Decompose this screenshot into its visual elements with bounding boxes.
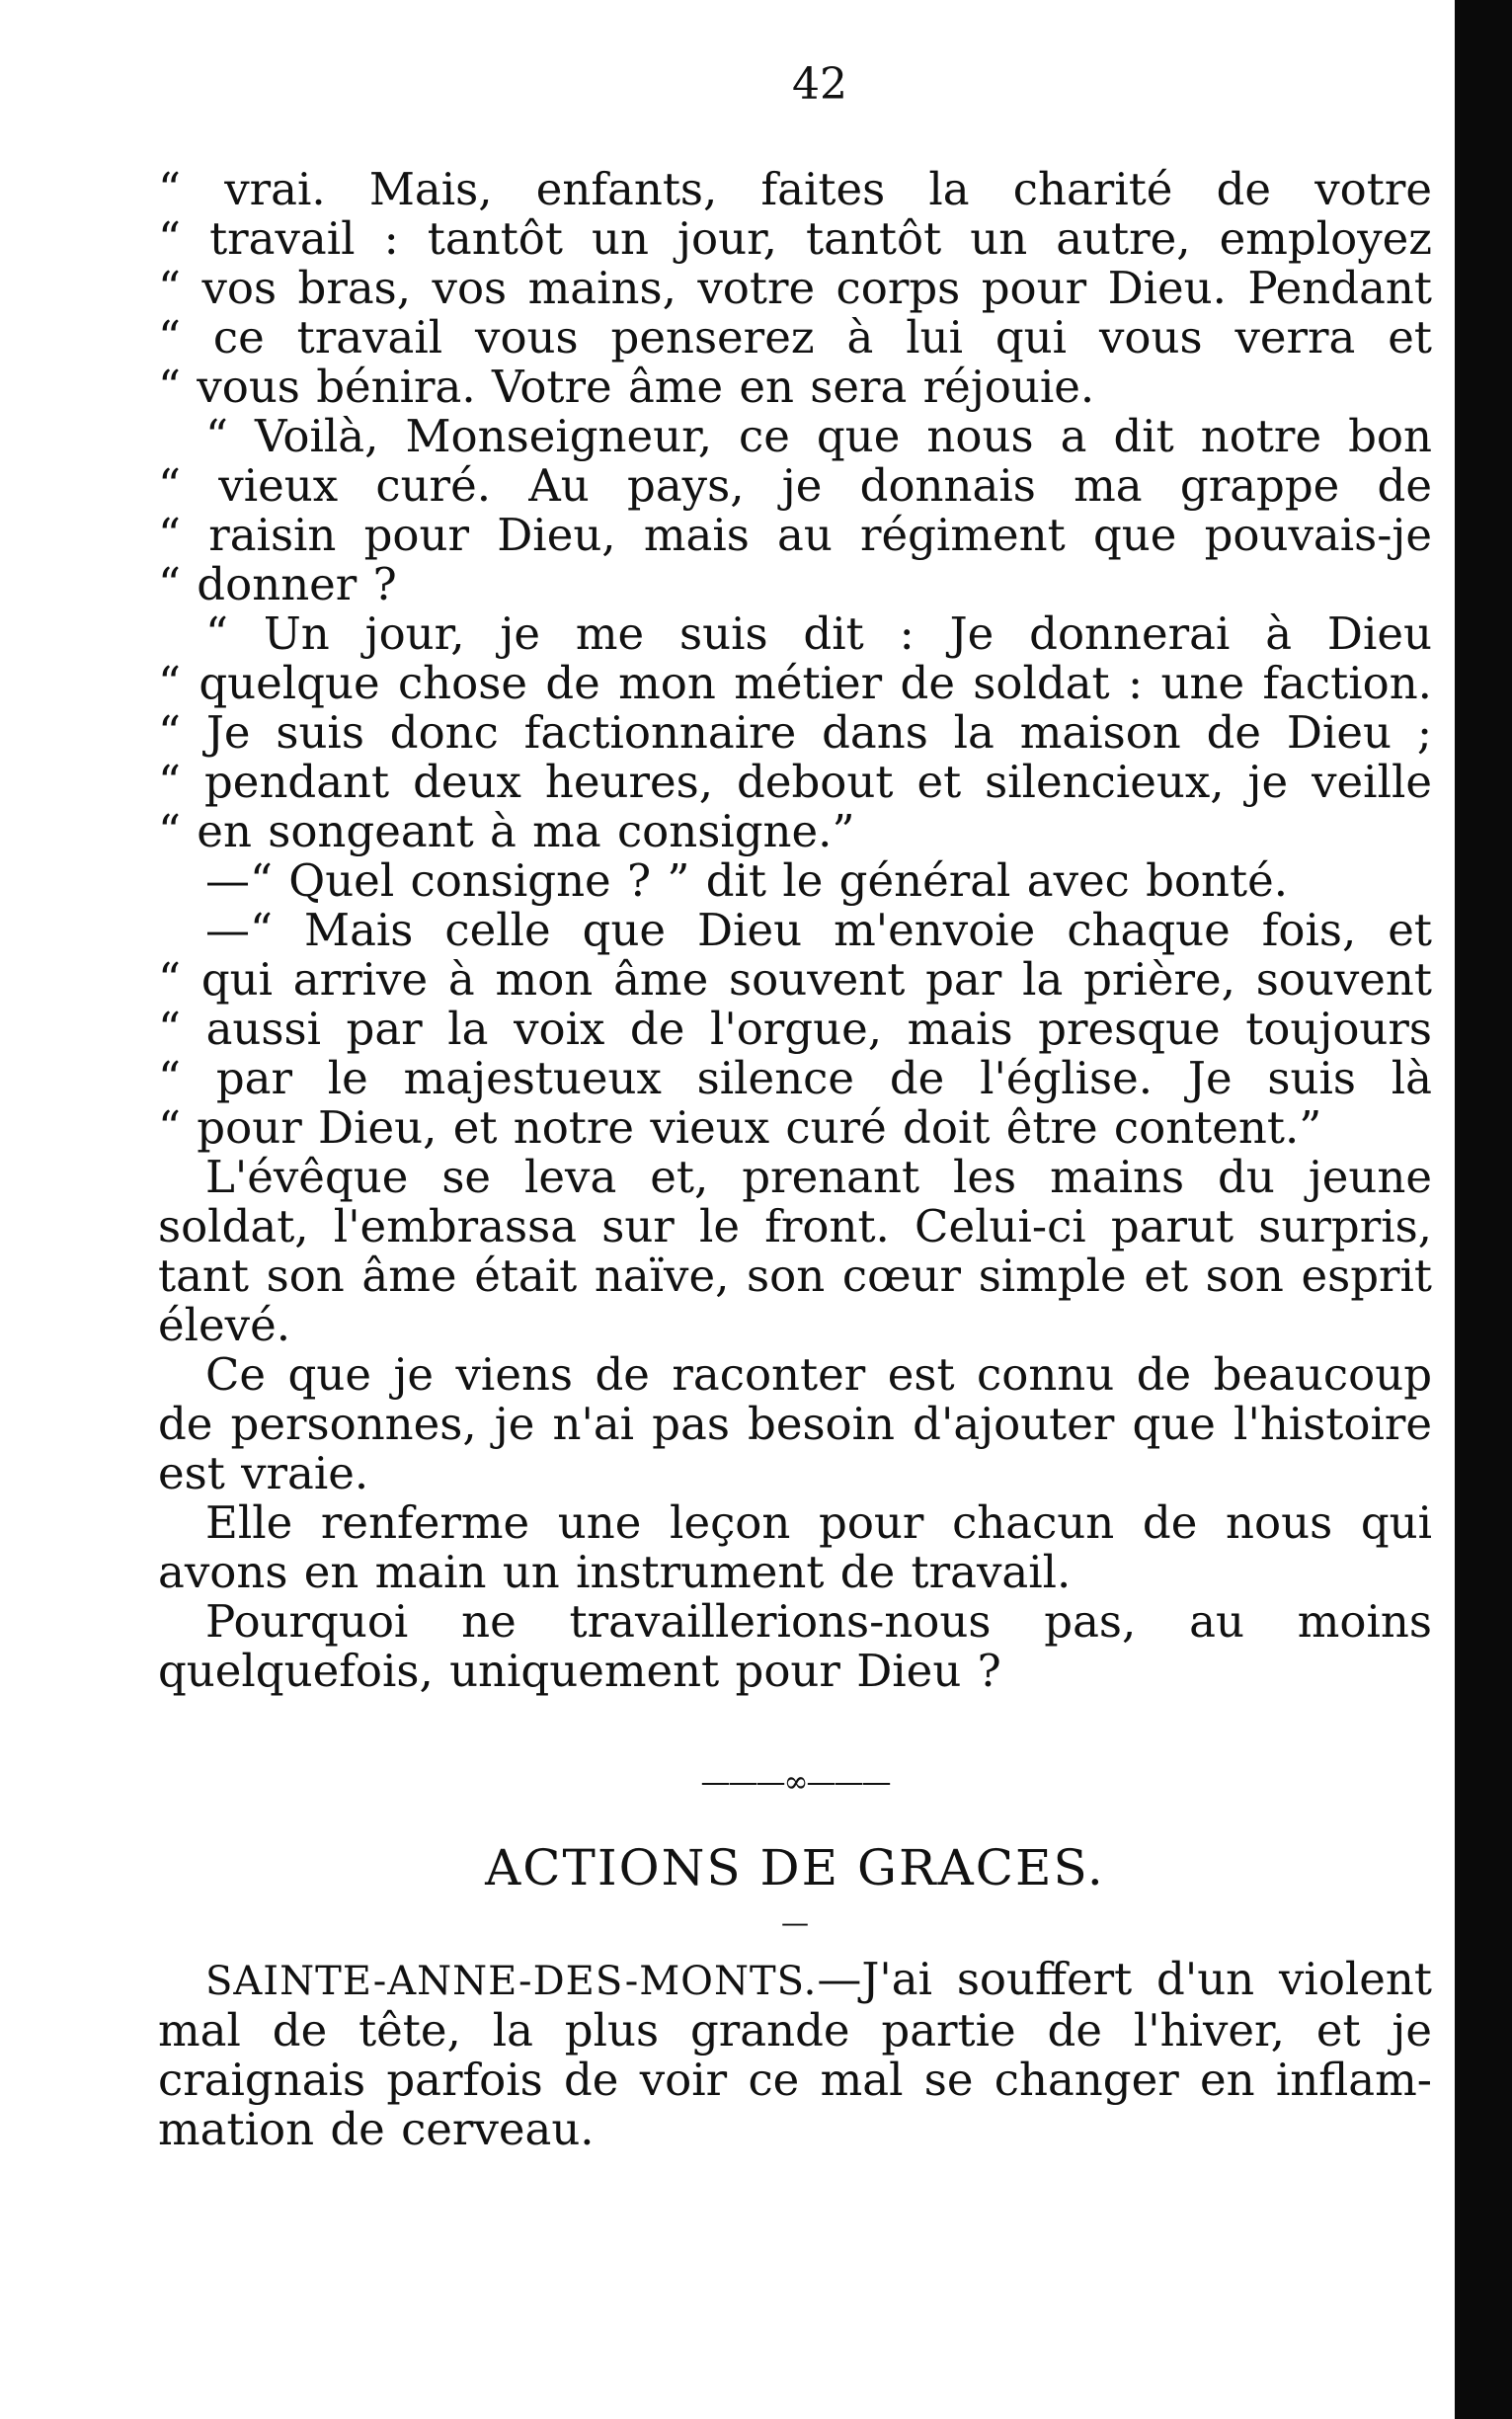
paragraph — [158, 412, 1432, 609]
text-line: “ vos bras, vos mains, votre corps pour Dieu. Pendant — [158, 262, 1432, 314]
section-paragraph — [158, 1955, 1432, 2154]
text-line: est vraie. — [158, 1447, 369, 1499]
text-line: soldat, l'embrassa sur le front. Celui-ci parut surpris, — [158, 1200, 1432, 1252]
text-line: Ce que je viens de raconter est connu de beaucoup — [205, 1348, 1432, 1401]
text-line: “ qui arrive à mon âme souvent par la prière, souvent — [158, 953, 1432, 1006]
text-line: “ quelque chose de mon métier de soldat : une faction. — [158, 657, 1432, 709]
page-number: 42 — [792, 59, 847, 110]
page — [158, 40, 1432, 2154]
body-text — [158, 165, 1432, 1696]
text-line: “ vrai. Mais, enfants, faites la charité de votre — [158, 163, 1432, 215]
text-line: avons en main un instrument de travail. — [158, 1546, 1072, 1598]
section-title: ACTIONS DE GRACES. — [485, 1839, 1105, 1896]
paragraph — [158, 609, 1432, 856]
text-line: L'évêque se leva et, prenant les mains du jeune — [205, 1151, 1432, 1203]
text-line: “ en songeant à ma consigne.” — [158, 805, 855, 857]
text-line: “ Un jour, je me suis dit : Je donnerai à Dieu — [205, 607, 1432, 660]
text-line: élevé. — [158, 1299, 291, 1351]
section-line: craignais parfois de voir ce mal se changer en inflam- — [158, 2054, 1432, 2106]
paragraph — [158, 906, 1432, 1153]
text-line: “ ce travail vous penserez à lui qui vous verra et — [158, 311, 1432, 363]
paragraph — [158, 856, 1432, 906]
text-line: “ travail : tantôt un jour, tantôt un autre, employez — [158, 212, 1432, 265]
text-line: “ pour Dieu, et notre vieux curé doit être content.” — [158, 1101, 1322, 1154]
text-line: —“ Quel consigne ? ” dit le général avec bonté. — [205, 854, 1289, 907]
text-line: Pourquoi ne travaillerions-nous pas, au moins — [205, 1595, 1432, 1648]
section-divider: ———∞——— — [700, 1765, 890, 1800]
section-line: mal de tête, la plus grande partie de l'hiver, et je — [158, 2004, 1432, 2056]
paragraph — [158, 1153, 1432, 1350]
section-title-dash: — — [781, 1906, 809, 1939]
paragraph — [158, 1498, 1432, 1597]
place-name: SAINTE-ANNE-DES-MONTS. — [205, 1959, 818, 2004]
text-line: “ Je suis donc factionnaire dans la maison de Dieu ; — [158, 706, 1432, 759]
text-line: —“ Mais celle que Dieu m'envoie chaque fois, et — [205, 904, 1432, 956]
text-line: “ vieux curé. Au pays, je donnais ma grappe de — [158, 459, 1432, 512]
paragraph — [158, 1597, 1432, 1696]
scan-edge-bar — [1455, 0, 1512, 2419]
text-line: “ Voilà, Monseigneur, ce que nous a dit notre bon — [205, 410, 1432, 462]
text-line: “ pendant deux heures, debout et silencieux, je veille — [158, 756, 1432, 808]
section-line: —J'ai souffert d'un violent — [817, 1953, 1432, 2005]
text-line: tant son âme était naïve, son cœur simple et son esprit — [158, 1250, 1432, 1302]
paragraph — [158, 1350, 1432, 1498]
text-line: quelquefois, uniquement pour Dieu ? — [158, 1645, 1001, 1697]
text-line: de personnes, je n'ai pas besoin d'ajouter que l'histoire — [158, 1398, 1432, 1450]
text-line: “ donner ? — [158, 558, 397, 610]
text-line: “ raisin pour Dieu, mais au régiment que pouvais-je — [158, 509, 1432, 561]
text-line: “ aussi par la voix de l'orgue, mais presque toujours — [158, 1003, 1432, 1055]
text-line: Elle renferme une leçon pour chacun de nous qui — [205, 1496, 1432, 1549]
paragraph — [158, 165, 1432, 412]
section-line: mation de cerveau. — [158, 2103, 595, 2155]
text-line: “ vous bénira. Votre âme en sera réjouie. — [158, 361, 1095, 413]
text-line: “ par le majestueux silence de l'église. Je suis là — [158, 1052, 1432, 1104]
